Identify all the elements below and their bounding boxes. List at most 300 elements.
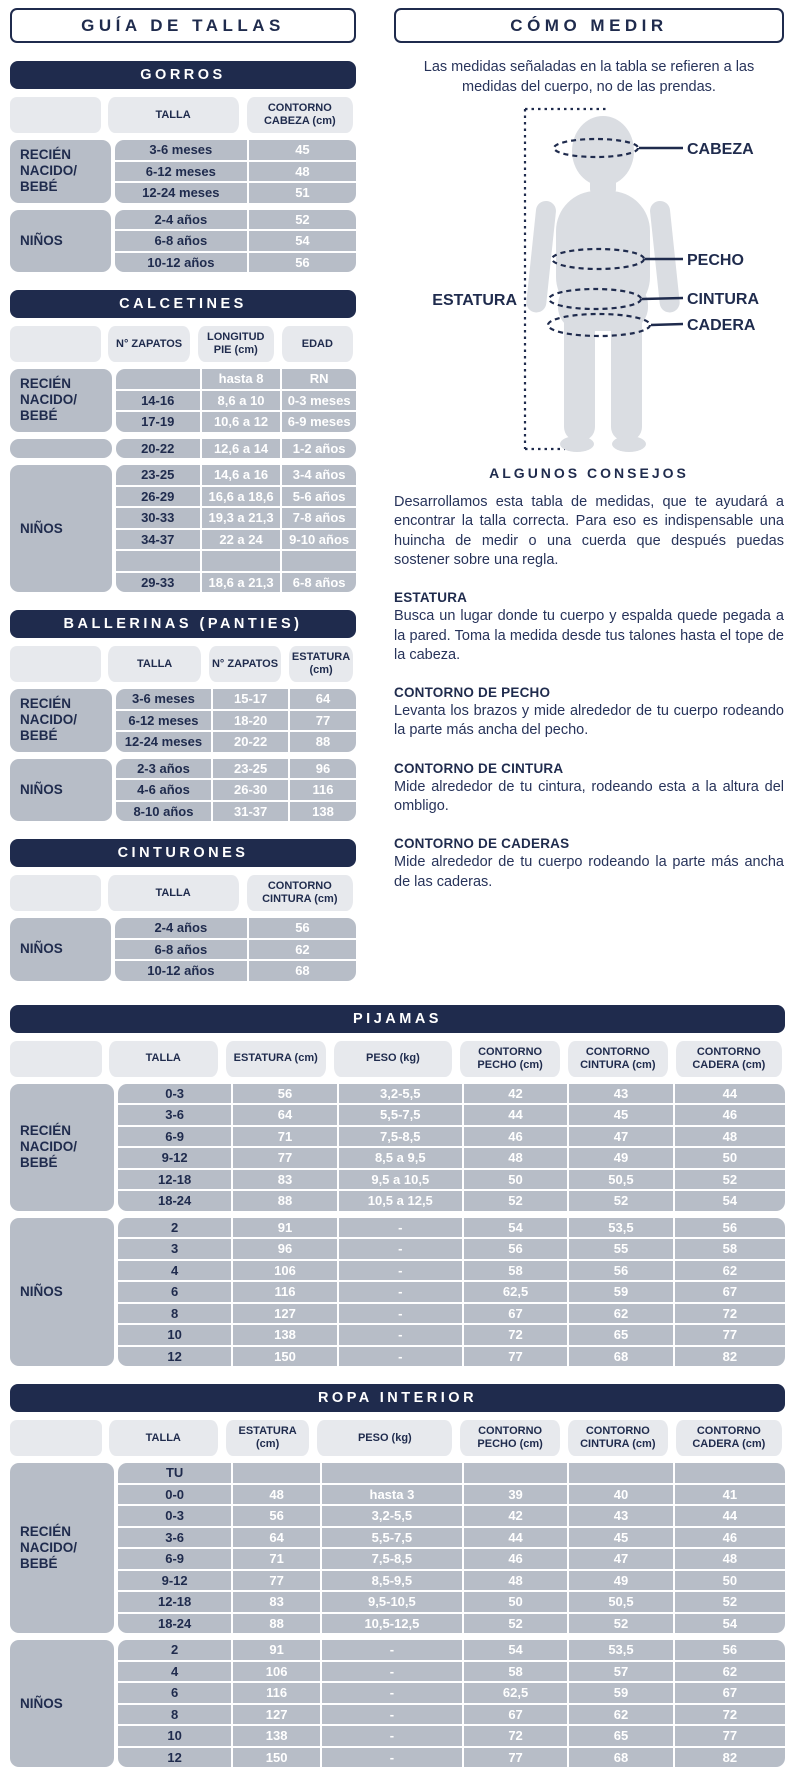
table-cell: 48: [464, 1571, 567, 1591]
table-cell: [675, 1463, 785, 1483]
table-group: [10, 1084, 785, 1211]
full-width-tables: [0, 1005, 800, 1768]
table-cell: 138: [233, 1325, 336, 1345]
table-cell: 7,5-8,5: [322, 1549, 462, 1569]
table-cell: 50: [464, 1170, 567, 1190]
table-cell: 18-20: [213, 711, 288, 731]
table-title-pijamas: PIJAMAS: [10, 1005, 785, 1033]
table-cell: 41: [675, 1485, 785, 1505]
table-cell: TU: [118, 1463, 231, 1483]
table-row: [116, 487, 356, 507]
table-cell: 57: [569, 1662, 672, 1682]
table-cell: 62,5: [464, 1282, 567, 1302]
table-cell: 6-12 meses: [116, 711, 212, 731]
table-cell: 8: [118, 1705, 231, 1725]
como-medir-column: [394, 8, 786, 999]
column-header: TALLA: [106, 1041, 221, 1077]
table-cell: 9-12: [118, 1148, 231, 1168]
table-cell: 58: [464, 1261, 567, 1281]
table-cell: 65: [569, 1726, 672, 1746]
table-row: [118, 1748, 785, 1768]
table-rows: [115, 140, 356, 203]
table-cell: 44: [464, 1528, 567, 1548]
table-cell: 106: [233, 1261, 336, 1281]
table-cell: 18-24: [118, 1191, 231, 1211]
table-cell: 72: [675, 1705, 785, 1725]
table-cell: 150: [233, 1748, 320, 1768]
table-row: [118, 1105, 785, 1125]
table-cell: 2-4 años: [115, 210, 247, 230]
table-cell: 23-25: [213, 759, 288, 779]
table-group: [10, 210, 356, 273]
table-cell: 56: [249, 253, 356, 273]
tip-estatura: [394, 590, 784, 665]
table-cell: -: [339, 1304, 462, 1324]
table-cell: 8,5-9,5: [322, 1571, 462, 1591]
table-cell: 12-18: [118, 1592, 231, 1612]
category-header-spacer: [10, 97, 101, 133]
table-cell: 54: [464, 1640, 567, 1660]
table-cell: -: [339, 1218, 462, 1238]
tip-contorno-caderas: [394, 836, 784, 892]
table-cell: 30-33: [116, 508, 200, 528]
category-header-spacer: [10, 326, 101, 362]
table-cell: 96: [290, 759, 356, 779]
category-label: RECIÉN NACIDO/ BEBÉ: [10, 1084, 114, 1211]
column-header: LONGITUD PIE (cm): [195, 326, 277, 362]
table-cell: hasta 3: [322, 1485, 462, 1505]
table-cell: 68: [569, 1347, 672, 1367]
table-cell: 56: [675, 1218, 785, 1238]
table-cell: 50: [675, 1571, 785, 1591]
table-cell: 44: [675, 1506, 785, 1526]
table-cell: 48: [675, 1127, 785, 1147]
table-cell: 12,6 a 14: [202, 439, 280, 459]
table-cell: 58: [675, 1239, 785, 1259]
column-header: PESO (kg): [314, 1420, 455, 1456]
table-cell: 50: [675, 1148, 785, 1168]
table-cell: 6: [118, 1683, 231, 1703]
category-label: NIÑOS: [10, 1640, 114, 1767]
table-cell: 77: [464, 1347, 567, 1367]
table-cell: 51: [249, 183, 356, 203]
table-row: [115, 940, 356, 960]
table-cell: 10-12 años: [115, 961, 247, 981]
table-title-ballerinas: BALLERINAS (PANTIES): [10, 610, 356, 638]
column-header: CONTORNO CINTURA (cm): [565, 1041, 671, 1077]
tip-contorno-pecho: [394, 685, 784, 741]
column-header: TALLA: [105, 875, 242, 911]
table-title-calcetines: CALCETINES: [10, 290, 356, 318]
table-header-row: [10, 1041, 785, 1077]
table-cell: -: [322, 1662, 462, 1682]
table-cell: 9-12: [118, 1571, 231, 1591]
table-rows: [118, 1463, 785, 1633]
table-cell: 26-29: [116, 487, 200, 507]
como-medir-intro: Las medidas señaladas en la tabla se refieren a las medidas del cuerpo, no de las prendas.: [423, 59, 755, 95]
table-cell: 6: [118, 1282, 231, 1302]
table-cell: 0-3: [118, 1506, 231, 1526]
table-row: [118, 1261, 785, 1281]
table-cell: 62: [569, 1304, 672, 1324]
table-row: [116, 508, 356, 528]
table-cell: 12-24 meses: [116, 732, 212, 752]
table-cell: 5-6 años: [282, 487, 356, 507]
table-rows: [116, 465, 356, 592]
tip-text: Levanta los brazos y mide alrededor de tu cuerpo rodeando la parte más ancha del pecho.: [394, 703, 784, 739]
column-header: CONTORNO CABEZA (cm): [244, 97, 356, 133]
table-row: [116, 465, 356, 485]
table-header-row: [10, 646, 356, 682]
table-cell: 39: [464, 1485, 567, 1505]
table-cell: 9-10 años: [282, 530, 356, 550]
table-cell: 49: [569, 1571, 672, 1591]
table-cell: 50,5: [569, 1592, 672, 1612]
table-cell: 150: [233, 1347, 336, 1367]
table-row: [115, 918, 356, 938]
table-rows: [116, 369, 356, 432]
table-row: [118, 1614, 785, 1634]
table-cell: 68: [569, 1748, 672, 1768]
estatura-label: ESTATURA: [432, 292, 517, 310]
table-row: [116, 802, 356, 822]
table-cell: 0-0: [118, 1485, 231, 1505]
left-tables-column: [10, 8, 356, 999]
table-cell: 52: [675, 1170, 785, 1190]
table-row: [116, 369, 356, 389]
table-cell: 0-3 meses: [282, 391, 356, 411]
category-label: RECIÉN NACIDO/ BEBÉ: [10, 1463, 114, 1633]
table-cell: 20-22: [213, 732, 288, 752]
tip-heading: CONTORNO DE CINTURA: [394, 760, 564, 776]
como-medir-title: CÓMO MEDIR: [394, 8, 784, 43]
table-cell: 56: [233, 1506, 320, 1526]
table-row: [118, 1218, 785, 1238]
column-header: CONTORNO PECHO (cm): [457, 1420, 563, 1456]
column-header: CONTORNO PECHO (cm): [457, 1041, 563, 1077]
table-cell: 91: [233, 1640, 320, 1660]
table-rows: [118, 1218, 785, 1367]
table-cell: 48: [249, 162, 356, 182]
table-row: [118, 1463, 785, 1483]
column-header: TALLA: [105, 646, 204, 682]
table-cell: 50: [464, 1592, 567, 1612]
table-row: [116, 412, 356, 432]
table-cell: 40: [569, 1485, 672, 1505]
table-cell: 47: [569, 1127, 672, 1147]
table-cell: -: [322, 1748, 462, 1768]
table-cell: 10-12 años: [115, 253, 247, 273]
table-cell: 53,5: [569, 1640, 672, 1660]
size-table-ballerinas: [10, 610, 356, 821]
table-group: [10, 918, 356, 981]
table-cell: [464, 1463, 567, 1483]
table-cell: [202, 551, 280, 571]
table-cell: 8,6 a 10: [202, 391, 280, 411]
table-row: [118, 1148, 785, 1168]
table-cell: 46: [464, 1549, 567, 1569]
cintura-label: CINTURA: [687, 291, 759, 309]
table-cell: 77: [233, 1148, 336, 1168]
table-cell: 2-4 años: [115, 918, 247, 938]
table-row: [118, 1506, 785, 1526]
table-cell: 42: [464, 1084, 567, 1104]
category-header-spacer: [10, 646, 101, 682]
table-cell: 127: [233, 1304, 336, 1324]
table-cell: 48: [675, 1549, 785, 1569]
table-cell: 62: [675, 1662, 785, 1682]
size-table-cinturones: [10, 839, 356, 981]
table-row: [115, 210, 356, 230]
table-cell: 12: [118, 1347, 231, 1367]
table-cell: 42: [464, 1506, 567, 1526]
table-cell: 52: [464, 1614, 567, 1634]
table-cell: 54: [464, 1218, 567, 1238]
table-group: [10, 369, 356, 432]
category-label: NIÑOS: [10, 1218, 114, 1367]
table-cell: 6-9: [118, 1127, 231, 1147]
table-cell: 88: [290, 732, 356, 752]
header-columns: [106, 1041, 785, 1077]
table-row: [118, 1571, 785, 1591]
table-cell: 54: [249, 231, 356, 251]
table-row: [118, 1485, 785, 1505]
table-cell: 3-6: [118, 1105, 231, 1125]
table-cell: 45: [569, 1105, 672, 1125]
table-cell: 54: [675, 1614, 785, 1634]
table-cell: 138: [290, 802, 356, 822]
table-cell: [282, 551, 356, 571]
tip-text: Mide alrededor de tu cuerpo rodeando la parte más ancha de las caderas.: [394, 854, 784, 890]
table-cell: 52: [569, 1614, 672, 1634]
algunos-consejos-title: ALGUNOS CONSEJOS: [489, 465, 689, 482]
table-cell: 14,6 a 16: [202, 465, 280, 485]
table-cell: 72: [675, 1304, 785, 1324]
table-cell: 8,5 a 9,5: [339, 1148, 462, 1168]
table-cell: 20-22: [116, 439, 200, 459]
table-cell: 65: [569, 1325, 672, 1345]
table-row: [116, 551, 356, 571]
table-cell: 138: [233, 1726, 320, 1746]
table-cell: -: [322, 1683, 462, 1703]
guia-de-tallas-title: GUÍA DE TALLAS: [10, 8, 356, 43]
table-cell: 82: [675, 1748, 785, 1768]
column-header: ESTATURA (cm): [286, 646, 356, 682]
table-cell: 2: [118, 1218, 231, 1238]
column-header: N° ZAPATOS: [206, 646, 284, 682]
table-row: [118, 1662, 785, 1682]
table-row: [118, 1239, 785, 1259]
table-cell: 83: [233, 1592, 320, 1612]
column-header: CONTORNO CINTURA (cm): [244, 875, 356, 911]
table-cell: 1-2 años: [282, 439, 356, 459]
table-row: [115, 231, 356, 251]
column-header: TALLA: [106, 1420, 221, 1456]
table-cell: 19,3 a 21,3: [202, 508, 280, 528]
table-rows: [118, 1084, 785, 1211]
table-cell: 17-19: [116, 412, 200, 432]
table-cell: -: [339, 1261, 462, 1281]
table-cell: 3-6 meses: [116, 689, 212, 709]
table-rows: [118, 1640, 785, 1767]
table-cell: 10: [118, 1726, 231, 1746]
table-row: [116, 439, 356, 459]
table-cell: 10,5 a 12,5: [339, 1191, 462, 1211]
table-row: [115, 140, 356, 160]
table-row: [118, 1347, 785, 1367]
table-cell: 43: [569, 1506, 672, 1526]
table-row: [116, 530, 356, 550]
cabeza-label: CABEZA: [687, 141, 754, 159]
table-row: [118, 1127, 785, 1147]
table-cell: 54: [675, 1191, 785, 1211]
table-cell: 71: [233, 1549, 320, 1569]
header-columns: [105, 97, 356, 133]
table-cell: 43: [569, 1084, 672, 1104]
table-row: [118, 1640, 785, 1660]
table-cell: 45: [569, 1528, 672, 1548]
table-rows: [115, 918, 356, 981]
table-group: [10, 439, 356, 459]
table-cell: 16,6 a 18,6: [202, 487, 280, 507]
table-cell: 67: [464, 1705, 567, 1725]
table-cell: 10: [118, 1325, 231, 1345]
table-cell: 7-8 años: [282, 508, 356, 528]
consejos-intro: Desarrollamos esta tabla de medidas, que te ayudará a encontrar la talla correcta. Para eso es indispensable una huincha de medir o una cuerda que después puedas sostener sobre una regla.: [394, 494, 784, 568]
table-cell: 4-6 años: [116, 780, 212, 800]
table-cell: 127: [233, 1705, 320, 1725]
table-cell: 68: [249, 961, 356, 981]
table-cell: [116, 369, 200, 389]
category-label: NIÑOS: [10, 918, 111, 981]
table-cell: 23-25: [116, 465, 200, 485]
category-label: RECIÉN NACIDO/ BEBÉ: [10, 140, 111, 203]
table-cell: 3,2-5,5: [339, 1084, 462, 1104]
table-cell: -: [322, 1726, 462, 1746]
category-header-spacer: [10, 1420, 102, 1456]
table-rows: [116, 439, 356, 459]
table-row: [118, 1592, 785, 1612]
table-cell: 52: [569, 1191, 672, 1211]
table-cell: 64: [290, 689, 356, 709]
table-cell: 56: [233, 1084, 336, 1104]
table-cell: -: [322, 1640, 462, 1660]
table-group: [10, 1218, 785, 1367]
table-row: [116, 689, 356, 709]
table-cell: 47: [569, 1549, 672, 1569]
table-cell: [116, 551, 200, 571]
table-cell: 12-24 meses: [115, 183, 247, 203]
table-cell: 5,5-7,5: [339, 1105, 462, 1125]
table-cell: 77: [675, 1726, 785, 1746]
table-cell: 62: [569, 1705, 672, 1725]
left-tables-mount: [10, 61, 356, 981]
table-header-row: [10, 1420, 785, 1456]
table-cell: 49: [569, 1148, 672, 1168]
table-cell: 26-30: [213, 780, 288, 800]
table-cell: 106: [233, 1662, 320, 1682]
table-cell: [569, 1463, 672, 1483]
category-label: NIÑOS: [10, 759, 112, 822]
table-row: [118, 1726, 785, 1746]
table-cell: 12-18: [118, 1170, 231, 1190]
column-header: EDAD: [279, 326, 356, 362]
table-cell: 82: [675, 1347, 785, 1367]
table-cell: 8: [118, 1304, 231, 1324]
category-header-spacer: [10, 1041, 102, 1077]
table-group: [10, 1640, 785, 1767]
cadera-label: CADERA: [687, 317, 756, 335]
table-row: [118, 1683, 785, 1703]
table-cell: 77: [233, 1571, 320, 1591]
table-cell: 22 a 24: [202, 530, 280, 550]
child-silhouette: [525, 116, 680, 452]
table-cell: 77: [675, 1325, 785, 1345]
table-cell: -: [339, 1347, 462, 1367]
table-cell: 3-4 años: [282, 465, 356, 485]
table-row: [116, 711, 356, 731]
table-cell: 62: [249, 940, 356, 960]
size-table-calcetines: [10, 290, 356, 592]
table-cell: 10,5-12,5: [322, 1614, 462, 1634]
table-cell: 52: [464, 1191, 567, 1211]
table-cell: 12: [118, 1748, 231, 1768]
table-cell: 3: [118, 1239, 231, 1259]
table-cell: 83: [233, 1170, 336, 1190]
table-cell: -: [339, 1325, 462, 1345]
table-cell: 67: [675, 1282, 785, 1302]
table-cell: -: [322, 1705, 462, 1725]
table-cell: 91: [233, 1218, 336, 1238]
table-row: [116, 573, 356, 593]
table-row: [115, 253, 356, 273]
table-row: [118, 1705, 785, 1725]
column-header: TALLA: [105, 97, 242, 133]
table-cell: 96: [233, 1239, 336, 1259]
table-cell: 59: [569, 1683, 672, 1703]
table-row: [116, 391, 356, 411]
table-row: [116, 780, 356, 800]
table-group: [10, 1463, 785, 1633]
table-row: [116, 732, 356, 752]
table-cell: 62,5: [464, 1683, 567, 1703]
table-cell: 116: [290, 780, 356, 800]
tip-heading: CONTORNO DE CADERAS: [394, 836, 570, 852]
table-cell: -: [339, 1282, 462, 1302]
table-row: [118, 1191, 785, 1211]
table-cell: 44: [464, 1105, 567, 1125]
size-table-pijamas: [10, 1005, 785, 1367]
table-cell: 18-24: [118, 1614, 231, 1634]
table-cell: 77: [290, 711, 356, 731]
table-header-row: [10, 97, 356, 133]
category-label: NIÑOS: [10, 210, 111, 273]
table-row: [118, 1084, 785, 1104]
category-label: [10, 439, 112, 459]
table-rows: [115, 210, 356, 273]
table-cell: 52: [675, 1592, 785, 1612]
table-header-row: [10, 326, 356, 362]
table-cell: 3,2-5,5: [322, 1506, 462, 1526]
tip-heading: ESTATURA: [394, 590, 468, 606]
table-cell: 46: [675, 1528, 785, 1548]
column-header: CONTORNO CADERA (cm): [673, 1420, 785, 1456]
header-columns: [105, 326, 356, 362]
table-cell: 6-8 años: [115, 940, 247, 960]
table-cell: 67: [675, 1683, 785, 1703]
table-title-ropa-interior: ROPA INTERIOR: [10, 1384, 785, 1412]
header-columns: [105, 875, 356, 911]
